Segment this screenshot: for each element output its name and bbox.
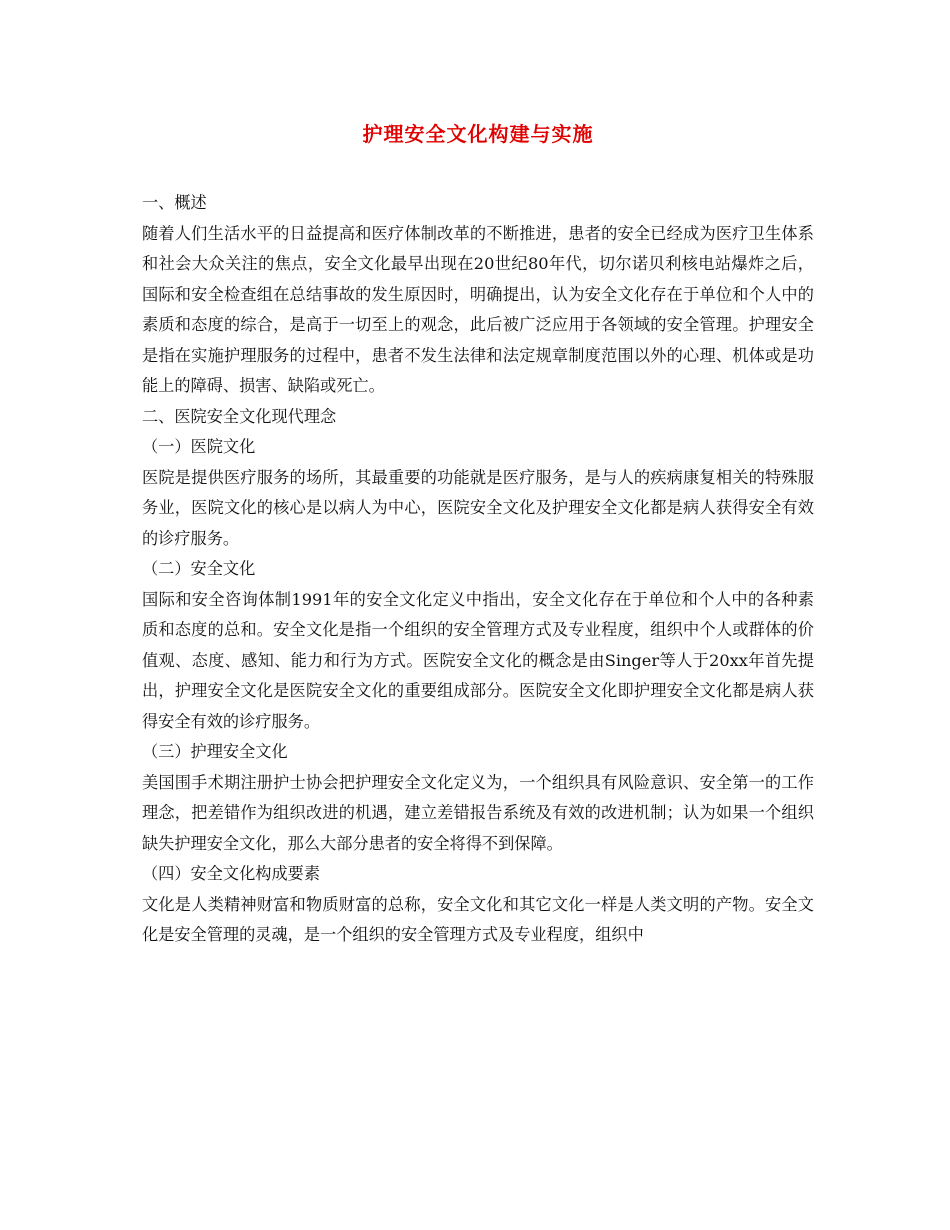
document-title: 护理安全文化构建与实施 xyxy=(362,122,594,146)
paragraph-overview: 随着人们生活水平的日益提高和医疗体制改革的不断推进，患者的安全已经成为医疗卫生体系和社会大众关注的焦点，安全文化最早出现在20世纪80年代，切尔诺贝利核电站爆炸之后，国际和安全检查组在总结事故的发生原因时，明确提出，认为安全文化存在于单位和个人中的素质和态度的综合，是高于一切至上的观念，此后被广泛应用于各领域的安全管理。护理安全是指在实施护理服务的过程中，患者不发生法律和法定规章制度范围以外的心理、机体或是功能上的障碍、损害、缺陷或死亡。 xyxy=(142,223,814,395)
section-heading-modern-concept: 二、医院安全文化现代理念 xyxy=(142,406,337,426)
paragraph-safety-culture: 国际和安全咨询体制1991年的安全文化定义中指出，安全文化存在于单位和个人中的各种素质和态度的总和。安全文化是指一个组织的安全管理方式及专业程度，组织中个人或群体的价值观、态度、感知、能力和行为方式。医院安全文化的概念是由Singer等人于20xx年首先提出，护理安全文化是医院安全文化的重要组成部分。医院安全文化即护理安全文化都是病人获得安全有效的诊疗服务。 xyxy=(142,589,814,731)
paragraph-hospital-culture: 医院是提供医疗服务的场所，其最重要的功能就是医疗服务，是与人的疾病康复相关的特殊服务业，医院文化的核心是以病人为中心，医院安全文化及护理安全文化都是病人获得安全有效的诊疗服务。 xyxy=(142,467,814,548)
section-heading-overview: 一、概述 xyxy=(142,193,207,212)
subsection-heading-safety-culture: （二）安全文化 xyxy=(142,559,256,578)
paragraph-culture-elements: 文化是人类精神财富和物质财富的总称，安全文化和其它文化一样是人类文明的产物。安全文化是安全管理的灵魂，是一个组织的安全管理方式及专业程度，组织中 xyxy=(142,894,814,944)
subsection-heading-culture-elements: （四）安全文化构成要素 xyxy=(142,864,321,883)
paragraph-nursing-safety-culture: 美国围手术期注册护士协会把护理安全文化定义为，一个组织具有风险意识、安全第一的工作理念，把差错作为组织改进的机遇，建立差错报告系统及有效的改进机制；认为如果一个组织缺失护理安全文化，那么大部分患者的安全将得不到保障。 xyxy=(142,772,814,853)
subsection-heading-hospital-culture: （一）医院文化 xyxy=(142,437,256,456)
document-page xyxy=(142,118,814,951)
document-body xyxy=(142,188,814,951)
subsection-heading-nursing-safety-culture: （三）护理安全文化 xyxy=(142,742,288,761)
